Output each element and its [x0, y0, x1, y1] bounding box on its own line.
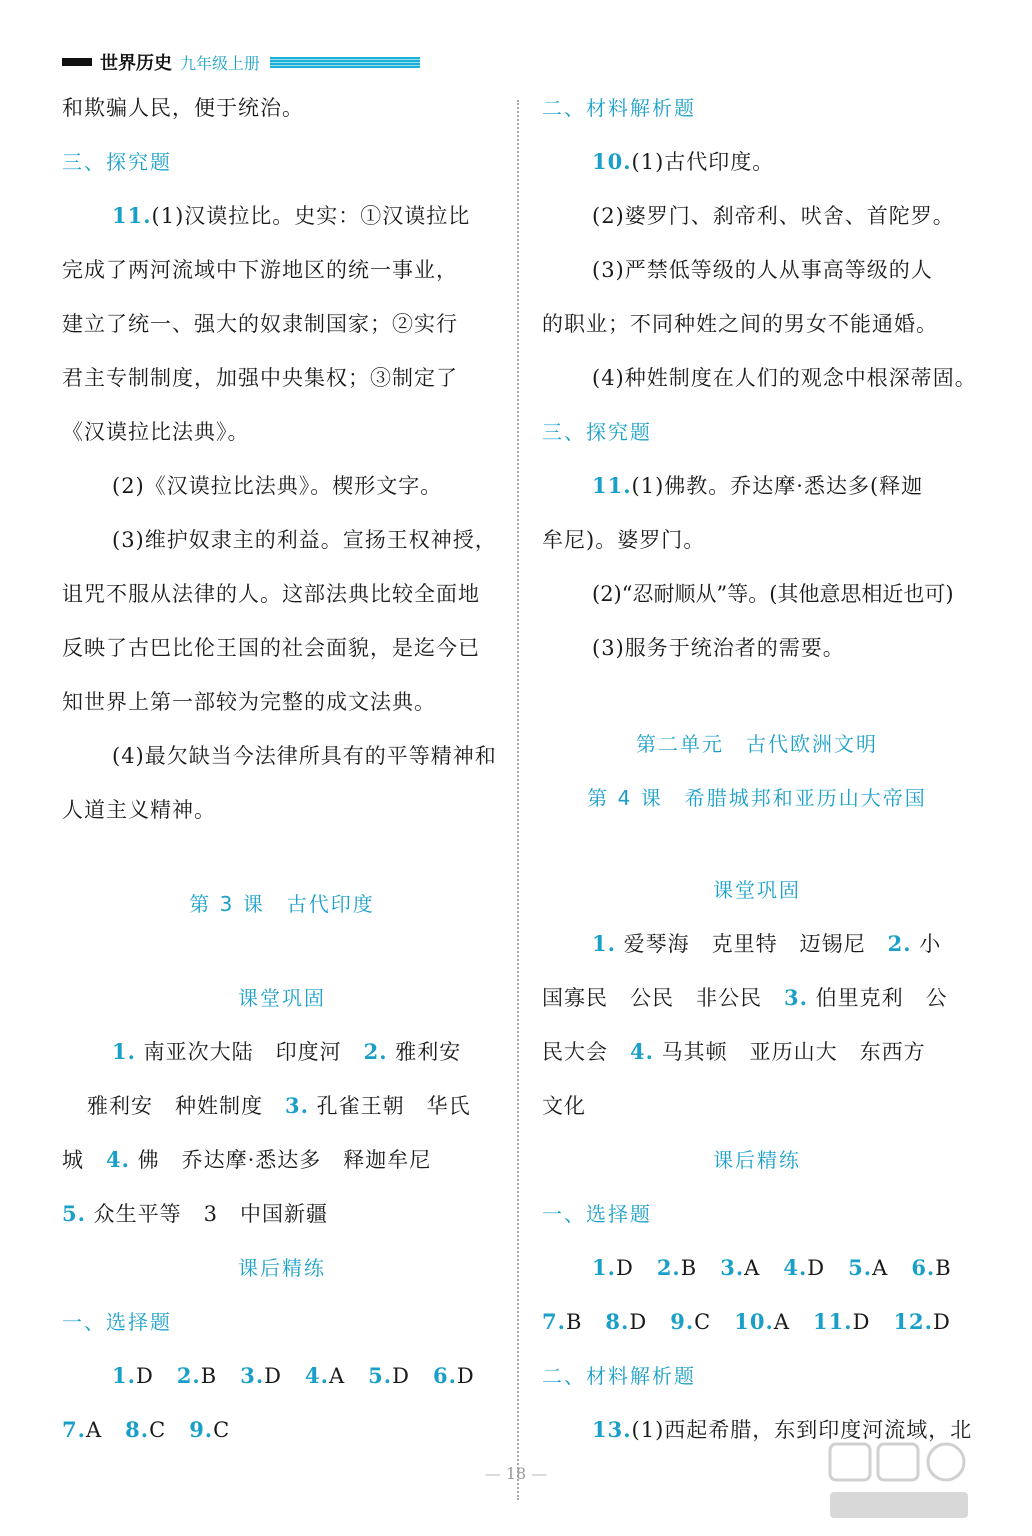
question-number: 1.	[592, 931, 616, 956]
answer-line: 文化	[542, 1094, 586, 1118]
page-number-text: 18	[505, 1464, 527, 1483]
question-number: 8.	[605, 1309, 630, 1334]
answer-text: 国寡民 公民 非公民	[542, 986, 762, 1010]
page-number: — 18 —	[484, 1464, 548, 1483]
choice-answers-row	[62, 1362, 502, 1390]
choice-answer: B	[200, 1364, 218, 1388]
section-heading: 二、材料解析题	[542, 96, 696, 120]
subsection-title: 课堂巩固	[713, 878, 801, 902]
question-number: 11.	[592, 473, 632, 498]
question-number: 2.	[887, 931, 912, 956]
text-line: 君主专制制度，加强中央集权；③制定了	[62, 366, 458, 390]
question-number: 3.	[285, 1093, 309, 1118]
text-line: 《汉谟拉比法典》。	[62, 420, 250, 444]
choice-answer: D	[852, 1310, 871, 1334]
text-line: (4)种姓制度在人们的观念中根深蒂固。	[592, 366, 977, 390]
choice-answer: A	[328, 1364, 346, 1388]
answer-line	[62, 1092, 502, 1120]
text-line: 建立了统一、强大的奴隶制国家；②实行	[62, 312, 458, 336]
text-line: (3)服务于统治者的需要。	[592, 636, 845, 660]
text-line: 的职业；不同种姓之间的男女不能通婚。	[542, 312, 938, 336]
unit-title: 第二单元 古代欧洲文明	[636, 732, 878, 756]
answer-text: 伯里克利 公	[815, 986, 948, 1010]
text-line: 知世界上第一部较为完整的成文法典。	[62, 690, 436, 714]
subsection-title: 课后精练	[238, 1256, 326, 1280]
answer-text: 民大会	[542, 1040, 608, 1064]
watermark-logo-icon	[824, 1436, 974, 1526]
question-number: 1.	[592, 1255, 616, 1280]
page-header	[62, 48, 420, 76]
question-number: 2.	[176, 1363, 201, 1388]
choice-answer: A	[744, 1256, 761, 1280]
section-heading: 一、选择题	[542, 1202, 652, 1226]
question-number: 7.	[62, 1417, 86, 1442]
choice-answers-row	[542, 1254, 972, 1282]
answer-line	[62, 1146, 502, 1174]
header-grade: 九年级上册	[180, 53, 261, 73]
text-line: (2)“忍耐顺从”等。(其他意思相近也可)	[592, 582, 954, 606]
choice-answer: B	[935, 1256, 952, 1280]
text-line: 诅咒不服从法律的人。这部法典比较全面地	[62, 582, 480, 606]
question-number: 7.	[542, 1309, 566, 1334]
choice-answer: D	[629, 1310, 648, 1334]
choice-answer: D	[135, 1364, 154, 1388]
text-line: (4)最欠缺当今法律所具有的平等精神和	[112, 744, 497, 768]
lesson-title: 第 4 课 希腊城邦和亚历山大帝国	[587, 786, 927, 810]
question-number: 10.	[592, 149, 632, 174]
answer-line	[62, 1038, 502, 1066]
question-number: 3.	[720, 1255, 745, 1280]
question-number: 3.	[784, 985, 808, 1010]
text-line: 牟尼)。婆罗门。	[542, 528, 706, 552]
answer-line	[542, 930, 972, 958]
question-number: 5.	[848, 1255, 873, 1280]
question-number: 4.	[630, 1039, 654, 1064]
choice-answer: C	[149, 1418, 167, 1442]
question-number: 9.	[189, 1417, 214, 1442]
subsection-title: 课堂巩固	[238, 986, 326, 1010]
question-number: 4.	[305, 1363, 329, 1388]
text-line: 人道主义精神。	[62, 798, 216, 822]
choice-answer: A	[872, 1256, 889, 1280]
column-divider	[517, 100, 519, 1500]
answer-text: 雅利安	[395, 1040, 462, 1064]
answer-text: 众生平等 3 中国新疆	[93, 1202, 328, 1226]
choice-answer: D	[807, 1256, 826, 1280]
section-heading: 一、选择题	[62, 1310, 172, 1334]
question-number: 13.	[592, 1417, 632, 1442]
answer-text: 城	[62, 1148, 84, 1172]
choice-answer: A	[85, 1418, 103, 1442]
question-number: 9.	[670, 1309, 695, 1334]
answer-text: 孔雀王朝 华氏	[316, 1094, 471, 1118]
answer-text: (1)西起希腊，东到印度河流域，北	[631, 1418, 973, 1442]
question-number: 5.	[368, 1363, 393, 1388]
answer-text: (1)古代印度。	[631, 150, 775, 174]
question-number: 6.	[432, 1363, 457, 1388]
text-line: (2)婆罗门、刹帝利、吠舍、首陀罗。	[592, 204, 955, 228]
choice-answer: D	[615, 1256, 634, 1280]
choice-answer: A	[773, 1310, 790, 1334]
choice-answer: D	[264, 1364, 282, 1388]
text-line: (2)《汉谟拉比法典》。楔形文字。	[112, 474, 443, 498]
section-heading: 二、材料解析题	[542, 1364, 696, 1388]
question-number: 2.	[656, 1255, 681, 1280]
choice-answer: B	[565, 1310, 583, 1334]
question-number: 10.	[734, 1309, 774, 1334]
question-number: 4.	[106, 1147, 130, 1172]
question-number: 3.	[240, 1363, 265, 1388]
lesson-title: 第 3 课 古代印度	[189, 892, 375, 916]
text-line: 完成了两河流域中下游地区的统一事业，	[62, 258, 458, 282]
choice-answer: D	[392, 1364, 410, 1388]
answer-text: 爱琴海 克里特 迈锡尼	[623, 932, 866, 956]
question-number: 4.	[783, 1255, 808, 1280]
question-number: 5.	[62, 1201, 86, 1226]
text-line: 反映了古巴比伦王国的社会面貌，是迄今已	[62, 636, 480, 660]
choice-answers-row	[62, 1416, 502, 1444]
question-number: 2.	[363, 1039, 388, 1064]
question-number: 8.	[125, 1417, 150, 1442]
text-line: 和欺骗人民，便于统治。	[62, 96, 304, 120]
question-11-line	[62, 202, 502, 230]
answer-text: (1)佛教。乔达摩·悉达多(释迦	[631, 474, 924, 498]
choice-answer: C	[694, 1310, 712, 1334]
question-number: 1.	[112, 1039, 136, 1064]
answer-text: 小	[919, 932, 942, 956]
choice-answer: B	[680, 1256, 698, 1280]
answer-line	[62, 1200, 502, 1228]
choice-answer: D	[456, 1364, 475, 1388]
answer-text: 南亚次大陆 印度河	[143, 1040, 342, 1064]
header-stripe	[270, 57, 420, 68]
question-number: 11.	[112, 203, 152, 228]
text-line: (3)严禁低等级的人从事高等级的人	[592, 258, 933, 282]
answer-line	[542, 1038, 972, 1066]
header-bar	[62, 58, 92, 66]
question-11-line	[542, 472, 972, 500]
answer-text: 佛 乔达摩·悉达多 释迦牟尼	[137, 1148, 432, 1172]
answer-line	[542, 984, 972, 1012]
text-line: (3)维护奴隶主的利益。宣扬王权神授，	[112, 528, 497, 552]
choice-answers-row	[542, 1308, 972, 1336]
question-number: 11.	[813, 1309, 853, 1334]
question-10-line	[542, 148, 972, 176]
section-heading: 三、探究题	[542, 420, 652, 444]
header-subject: 世界历史	[100, 53, 172, 74]
subsection-title: 课后精练	[713, 1148, 801, 1172]
choice-answer: D	[932, 1310, 951, 1334]
section-heading: 三、探究题	[62, 150, 172, 174]
answer-text: 雅利安 种姓制度	[87, 1094, 263, 1118]
question-number: 12.	[893, 1309, 933, 1334]
question-number: 1.	[112, 1363, 136, 1388]
answer-text: 马其顿 亚历山大 东西方	[661, 1040, 926, 1064]
answer-text: (1)汉谟拉比。史实：①汉谟拉比	[151, 204, 471, 228]
question-number: 6.	[911, 1255, 936, 1280]
choice-answer: C	[213, 1418, 231, 1442]
